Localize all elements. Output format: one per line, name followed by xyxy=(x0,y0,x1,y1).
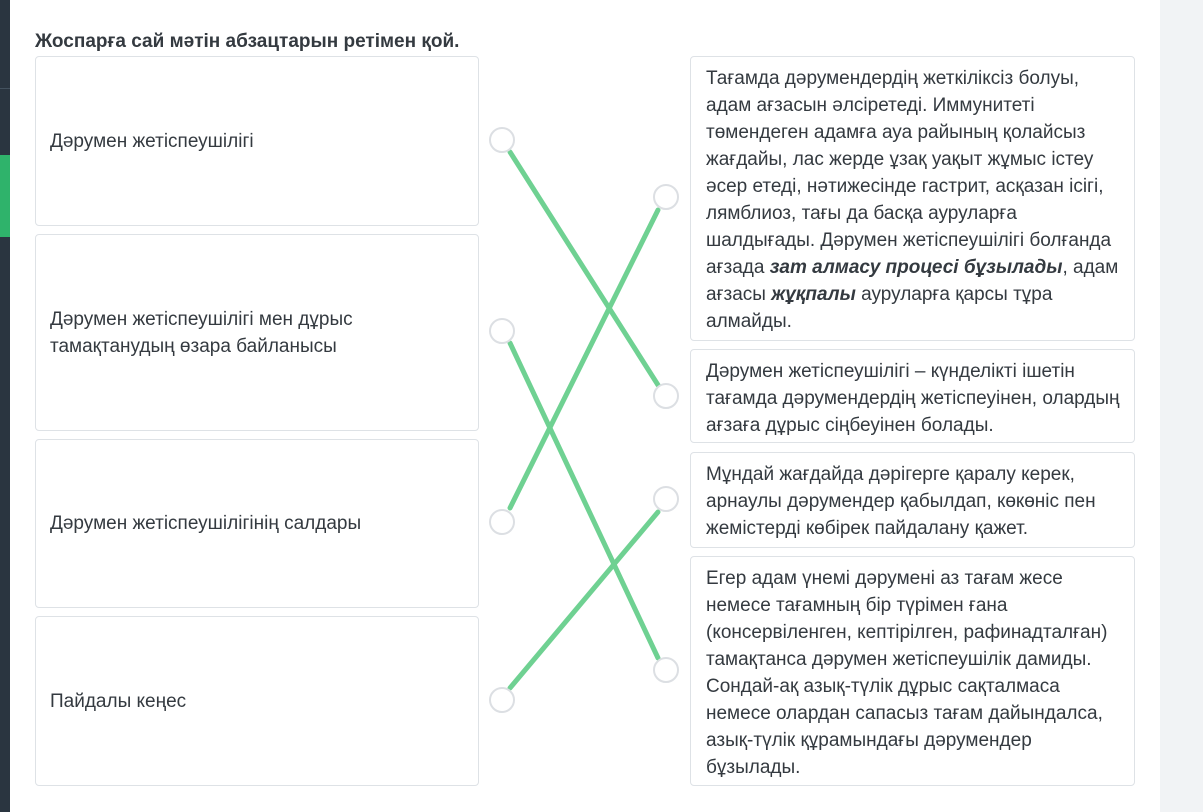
right-item-text: Егер адам үнемі дәрумені аз тағам жесе немесе тағамның бір түрімен ғана (консервіленген, кептірілген, рафинадталған) тамақтанса дәрумен жетіспеушілік дамиды. Сондай-ақ азық-түлік дұрыс сақталмаса немесе олардан сапасыз тағам дайындалса, азық-түлік құрамындағы дәрумендер бұзылады. xyxy=(706,568,1108,778)
left-connector-dot-3[interactable] xyxy=(489,509,515,535)
left-item-label: Дәрумен жетіспеушілігі мен дұрыс тамақтанудың өзара байланысы xyxy=(50,308,353,357)
right-connector-dot-4[interactable] xyxy=(653,657,679,683)
right-item-text: Тағамда дәрумендердің жеткіліксіз болуы, адам ағзасын әлсіретеді. Иммунитеті төмендеген адамға ауа райының қолайсыз жағдайы, лас жерде ұзақ уақыт жұмыс істеу әсер етеді, нәтижесінде гастрит, асқазан ісігі, лямблиоз, тағы да басқа ауруларға шалдығады. Дәрумен жетіспеушілігі болғанда ағзада xyxy=(706,68,1112,278)
left-item-label: Дәрумен жетіспеушілігінің салдары xyxy=(50,513,362,534)
right-item-emphasis: зат алмасу процесі бұзылады xyxy=(769,257,1063,278)
right-connector-dot-1[interactable] xyxy=(653,184,679,210)
connection-line-1 xyxy=(510,152,658,385)
connection-line-3 xyxy=(510,210,658,508)
left-item-label: Пайдалы кеңес xyxy=(50,690,187,712)
left-connector-dot-2[interactable] xyxy=(489,318,515,344)
left-item-label: Дәрумен жетіспеушілігі xyxy=(50,130,254,152)
right-connector-dot-3[interactable] xyxy=(653,486,679,512)
exercise-title: Жоспарға сай мәтін абзацтарын ретімен қой. xyxy=(35,31,460,52)
connection-line-2 xyxy=(510,343,658,658)
right-item-text: Мұндай жағдайда дәрігерге қаралу керек, арнаулы дәрумендер қабылдап, көкөніс пен жемістерді көбірек пайдалану қажет. xyxy=(706,464,1096,539)
right-item-text: , адам ағзасы xyxy=(706,257,1119,305)
right-item-text: Дәрумен жетіспеушілігі – күнделікті ішетін тағамда дәрумендердің жетіспеуінен, олардың ағзаға дұрыс сіңбеуінен болады. xyxy=(706,361,1120,436)
right-connector-dot-2[interactable] xyxy=(653,383,679,409)
connection-line-4 xyxy=(510,512,658,688)
right-item-emphasis: жұқпалы xyxy=(771,284,856,305)
left-connector-dot-4[interactable] xyxy=(489,687,515,713)
right-item-text: ауруларға қарсы тұра алмайды. xyxy=(706,284,1053,332)
left-connector-dot-1[interactable] xyxy=(489,127,515,153)
